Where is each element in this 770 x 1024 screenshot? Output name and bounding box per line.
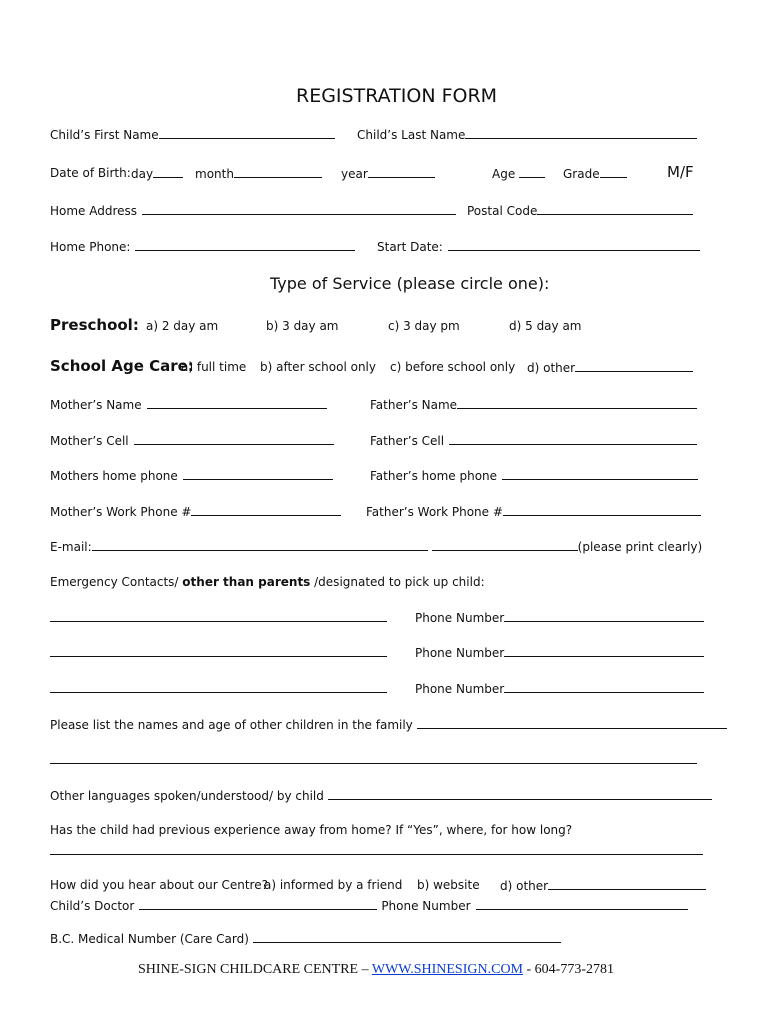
father-home-phone-line[interactable] [502,468,698,480]
home-address-line[interactable] [142,203,456,215]
preschool-option-c[interactable]: c) 3 day pm [388,319,460,333]
emergency-contact-1-line[interactable] [50,610,387,622]
home-phone-field[interactable] [50,239,355,254]
postal-code-field[interactable] [467,203,693,218]
dob-label: Date of Birth: [50,166,131,180]
emergency-contact-1-field[interactable] [50,610,387,625]
hear-option-a[interactable]: a) informed by a friend [264,878,403,892]
emergency-contact-3-line[interactable] [50,681,387,693]
email-line-1[interactable] [92,539,428,551]
preschool-label: Preschool: [50,316,139,334]
doctor-phone-line[interactable] [476,898,688,910]
emergency-phone-3-field[interactable] [415,681,704,696]
hear-option-d-label: d) other [500,879,549,893]
grade-label: Grade [563,167,600,181]
preschool-option-a[interactable]: a) 2 day am [146,319,219,333]
home-address-label: Home Address [50,204,138,218]
age-line[interactable] [519,166,545,178]
mother-name-field[interactable] [50,397,327,412]
grade-field[interactable] [563,166,627,181]
languages-line[interactable] [328,788,712,800]
other-children-line-2[interactable] [50,752,697,764]
child-first-name-label: Child’s First Name [50,128,159,142]
languages-label: Other languages spoken/understood/ by child [50,789,324,803]
hear-other-line[interactable] [548,878,706,890]
languages-field[interactable] [50,788,712,803]
emergency-contact-2-field[interactable] [50,645,387,660]
emergency-phone-1-line[interactable] [504,610,704,622]
start-date-line[interactable] [448,239,700,251]
postal-code-label: Postal Code [467,204,538,218]
mother-home-phone-field[interactable] [50,468,333,483]
child-last-name-line[interactable] [465,127,697,139]
school-age-option-d[interactable] [527,360,693,375]
home-phone-line[interactable] [135,239,355,251]
doctor-label: Child’s Doctor [50,899,135,913]
preschool-option-d[interactable]: d) 5 day am [509,319,582,333]
page-title: REGISTRATION FORM [296,85,498,107]
emergency-phone-1-field[interactable] [415,610,704,625]
father-cell-label: Father’s Cell [370,434,445,448]
mother-work-phone-label: Mother’s Work Phone # [50,505,192,519]
school-age-option-b[interactable]: b) after school only [260,360,376,374]
hear-option-d[interactable] [500,878,706,893]
dob-year-line[interactable] [368,166,435,178]
dob-year-label: year [341,167,368,181]
father-work-phone-field[interactable] [366,504,701,519]
footer [138,962,614,978]
emergency-phone-1-label: Phone Number [415,611,505,625]
school-age-label: School Age Care: [50,357,194,375]
email-label: E-mail: [50,540,92,554]
dob-day-label: day [131,167,154,181]
school-age-option-a[interactable]: a) full time [181,360,247,374]
child-last-name-label: Child’s Last Name [357,128,466,142]
child-first-name-line[interactable] [159,127,335,139]
other-children-label: Please list the names and age of other children in the family [50,718,413,732]
start-date-field[interactable] [377,239,700,254]
mother-home-phone-line[interactable] [183,468,333,480]
medical-number-field[interactable] [50,931,561,946]
other-children-line-1[interactable] [417,717,727,729]
emergency-prefix: Emergency Contacts/ [50,575,183,589]
footer-website-link[interactable]: WWW.SHINESIGN.COM [371,962,524,977]
mother-cell-field[interactable] [50,433,334,448]
mother-cell-line[interactable] [134,433,334,445]
medical-number-label: B.C. Medical Number (Care Card) [50,932,249,946]
email-line-2[interactable] [432,539,578,551]
father-work-phone-label: Father’s Work Phone # [366,505,503,519]
father-work-phone-line[interactable] [503,504,701,516]
emergency-contact-3-field[interactable] [50,681,387,696]
start-date-label: Start Date: [377,240,443,254]
dob-month-field[interactable] [195,166,322,181]
doctor-phone-label: Phone Number [381,899,471,913]
sex-option[interactable]: M/F [667,163,694,181]
emergency-phone-2-line[interactable] [504,645,704,657]
child-first-name-field[interactable] [50,127,335,142]
dob-month-label: month [195,167,234,181]
home-phone-label: Home Phone: [50,240,131,254]
age-label: Age [492,167,516,181]
footer-phone: - 604-773-2781 [523,962,615,977]
experience-line-field[interactable] [50,843,703,858]
age-field[interactable] [492,166,545,181]
grade-line[interactable] [600,166,627,178]
dob-day-line[interactable] [153,166,183,178]
emergency-phone-2-label: Phone Number [415,646,505,660]
medical-number-line[interactable] [253,931,561,943]
service-heading: Type of Service (please circle one): [270,274,550,293]
school-age-option-d-label: d) other [527,361,576,375]
father-name-line[interactable] [457,397,697,409]
emergency-phone-2-field[interactable] [415,645,704,660]
school-age-option-c[interactable]: c) before school only [390,360,516,374]
mother-name-line[interactable] [147,397,327,409]
emergency-phone-3-line[interactable] [504,681,704,693]
father-home-phone-label: Father’s home phone [370,469,498,483]
hear-question: How did you hear about our Centre? [50,878,268,892]
mother-work-phone-line[interactable] [191,504,341,516]
emergency-contact-2-line[interactable] [50,645,387,657]
other-children-field[interactable] [50,717,727,732]
doctor-line[interactable] [139,898,377,910]
email-note: (please print clearly) [577,540,703,554]
other-children-line-2-field[interactable] [50,752,697,767]
child-last-name-field[interactable] [357,127,697,142]
father-home-phone-field[interactable] [370,468,698,483]
mother-home-phone-label: Mothers home phone [50,469,178,483]
school-age-other-line[interactable] [575,360,693,372]
father-name-field[interactable] [370,397,697,412]
dob-day-field[interactable] [131,166,183,181]
experience-line[interactable] [50,843,703,855]
doctor-field[interactable] [50,898,688,913]
hear-option-b[interactable]: b) website [417,878,480,892]
emergency-heading [50,575,485,589]
home-address-field[interactable] [50,203,456,218]
mother-name-label: Mother’s Name [50,398,142,412]
emergency-phone-3-label: Phone Number [415,682,505,696]
dob-year-field[interactable] [341,166,435,181]
footer-centre-name: SHINE-SIGN CHILDCARE CENTRE – [138,962,372,977]
father-cell-line[interactable] [449,433,697,445]
mother-work-phone-field[interactable] [50,504,341,519]
emergency-bold: other than parents [182,575,311,589]
postal-code-line[interactable] [537,203,693,215]
father-cell-field[interactable] [370,433,697,448]
preschool-option-b[interactable]: b) 3 day am [266,319,339,333]
mother-cell-label: Mother’s Cell [50,434,129,448]
father-name-label: Father’s Name [370,398,458,412]
experience-label: Has the child had previous experience away from home? If “Yes”, where, for how long? [50,823,573,837]
email-field[interactable] [50,539,702,554]
emergency-suffix: /designated to pick up child: [310,575,485,589]
dob-month-line[interactable] [234,166,322,178]
